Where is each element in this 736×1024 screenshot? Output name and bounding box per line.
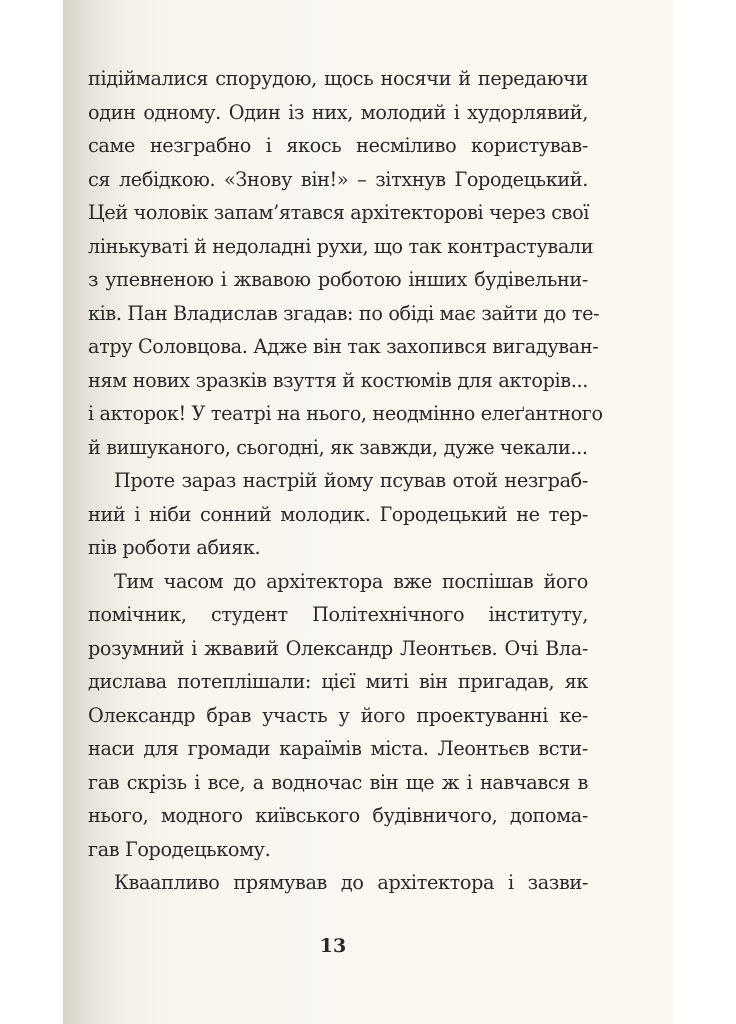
text-line: дислава потеплішали: цієї миті він пригадав, як	[88, 670, 588, 693]
text-line: ний і ніби сонний молодик. Городецький не тер-	[88, 502, 588, 526]
text-line: розумний і жвавий Олександр Леонтьєв. Очі Вла-	[88, 636, 588, 660]
text-line: Кваапливо прямував до архітектора і зазви-	[114, 871, 588, 894]
body-text	[88, 62, 603, 900]
text-line: нього, модного київського будівничого, допома-	[88, 804, 588, 827]
text-line: Тим часом до архітектора вже поспішав його	[114, 569, 588, 593]
book-page	[63, 0, 673, 1024]
text-line: й вишуканого, сьогодні, як завжди, дуже чекали...	[88, 435, 588, 459]
text-line: ків. Пан Владислав згадав: по обіді має зайти до те-	[88, 301, 600, 325]
text-line: один одному. Один із них, молодий і худорлявий,	[88, 100, 588, 124]
text-line: з упевненою і жвавою роботою інших будівельни-	[88, 268, 588, 291]
text-line: атру Соловцова. Адже він так захопився вигадуван-	[88, 335, 599, 358]
text-line: наси для громади караїмів міста. Леонтьєв вcти-	[88, 737, 588, 760]
page-number: 13	[319, 935, 347, 957]
text-line: саме незграбно і якось несміливо користував-	[88, 134, 588, 157]
text-line: ся лебідкою. «Знову він!» – зітхнув Городецький.	[88, 167, 588, 191]
text-line: гав Городецькому.	[88, 837, 271, 861]
text-line: підіймалися спорудою, щось носячи й передаючи	[88, 67, 588, 90]
text-line: Цей чоловік запам’ятався архітекторові через свої	[88, 201, 590, 224]
text-line: гав скрізь і все, а водночас він ще ж і навчався в	[88, 770, 588, 794]
text-line: ням нових зразків взуття й костюмів для акторів...	[88, 368, 588, 392]
text-line: лінькуваті й недоладні рухи, що так контрастували	[88, 234, 594, 258]
text-line: пів роботи абияк.	[88, 536, 261, 559]
text-line: Олександр брав участь у його проектуванні ке-	[88, 703, 588, 727]
text-line: Проте зараз настрій йому псував отой незграб-	[114, 469, 588, 492]
text-line: помічник, студент Політехнічного інституту,	[88, 603, 588, 626]
text-line: і акторок! У театрі на нього, неодмінно елеґантного	[88, 402, 603, 425]
